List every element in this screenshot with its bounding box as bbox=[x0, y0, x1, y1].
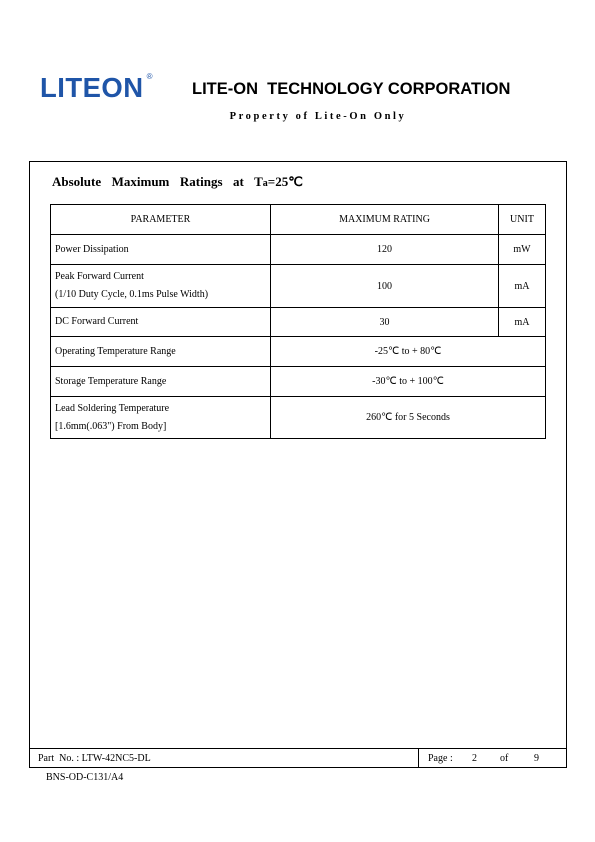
footer-divider bbox=[418, 748, 419, 768]
table-row bbox=[51, 337, 546, 367]
table-row bbox=[51, 397, 546, 439]
table-row bbox=[51, 308, 546, 337]
part-number: Part No. : LTW-42NC5-DL bbox=[38, 753, 151, 764]
row-value: -30℃ to + 100℃ bbox=[271, 367, 546, 397]
param-line: Power Dissipation bbox=[55, 243, 129, 255]
section-title-prefix: Absolute Maximum Ratings at T bbox=[52, 174, 263, 189]
row-value: 120 bbox=[271, 235, 499, 265]
page-label: Page : bbox=[428, 753, 453, 764]
table-header-row bbox=[51, 205, 546, 235]
row-parameter bbox=[51, 367, 271, 397]
table-row bbox=[51, 265, 546, 308]
param-line: Storage Temperature Range bbox=[55, 375, 167, 387]
row-parameter bbox=[51, 397, 271, 439]
logo-wordmark: LITEON bbox=[40, 72, 144, 103]
row-value: 30 bbox=[271, 308, 499, 337]
section-title bbox=[52, 174, 303, 192]
row-parameter bbox=[51, 337, 271, 367]
table-row bbox=[51, 235, 546, 265]
param-line-2: [1.6mm(.063") From Body] bbox=[55, 420, 167, 432]
table-row bbox=[51, 367, 546, 397]
row-value: 100 bbox=[271, 265, 499, 308]
param-line: Lead Soldering Temperature bbox=[55, 402, 170, 414]
page-total: 9 bbox=[534, 753, 539, 764]
param-line: Operating Temperature Range bbox=[55, 345, 176, 357]
row-value: 260℃ for 5 Seconds bbox=[271, 397, 546, 439]
row-unit: mA bbox=[499, 265, 546, 308]
footer-rule bbox=[29, 748, 567, 749]
row-parameter bbox=[51, 265, 271, 308]
company-name: LITE-ON TECHNOLOGY CORPORATION bbox=[192, 80, 511, 98]
page-of-label: of bbox=[500, 753, 509, 764]
header-max-rating: MAXIMUM RATING bbox=[271, 205, 499, 235]
row-unit: mW bbox=[499, 235, 546, 265]
registered-mark: ® bbox=[146, 72, 153, 81]
header-unit: UNIT bbox=[499, 205, 546, 235]
param-line: DC Forward Current bbox=[55, 316, 139, 327]
section-title-subscript: a bbox=[262, 178, 268, 189]
ratings-table bbox=[50, 204, 546, 439]
document-number: BNS-OD-C131/A4 bbox=[46, 772, 124, 783]
page-number: 2 bbox=[472, 753, 477, 764]
row-parameter bbox=[51, 235, 271, 265]
row-parameter bbox=[51, 308, 271, 337]
section-title-suffix: =25℃ bbox=[267, 174, 303, 189]
property-note: Property of Lite-On Only bbox=[229, 111, 407, 122]
row-value: -25℃ to + 80℃ bbox=[271, 337, 546, 367]
param-line: Peak Forward Current bbox=[55, 271, 144, 282]
param-line-2: (1/10 Duty Cycle, 0.1ms Pulse Width) bbox=[55, 289, 209, 300]
header-parameter: PARAMETER bbox=[51, 205, 271, 235]
liteon-logo bbox=[40, 74, 153, 102]
row-unit: mA bbox=[499, 308, 546, 337]
